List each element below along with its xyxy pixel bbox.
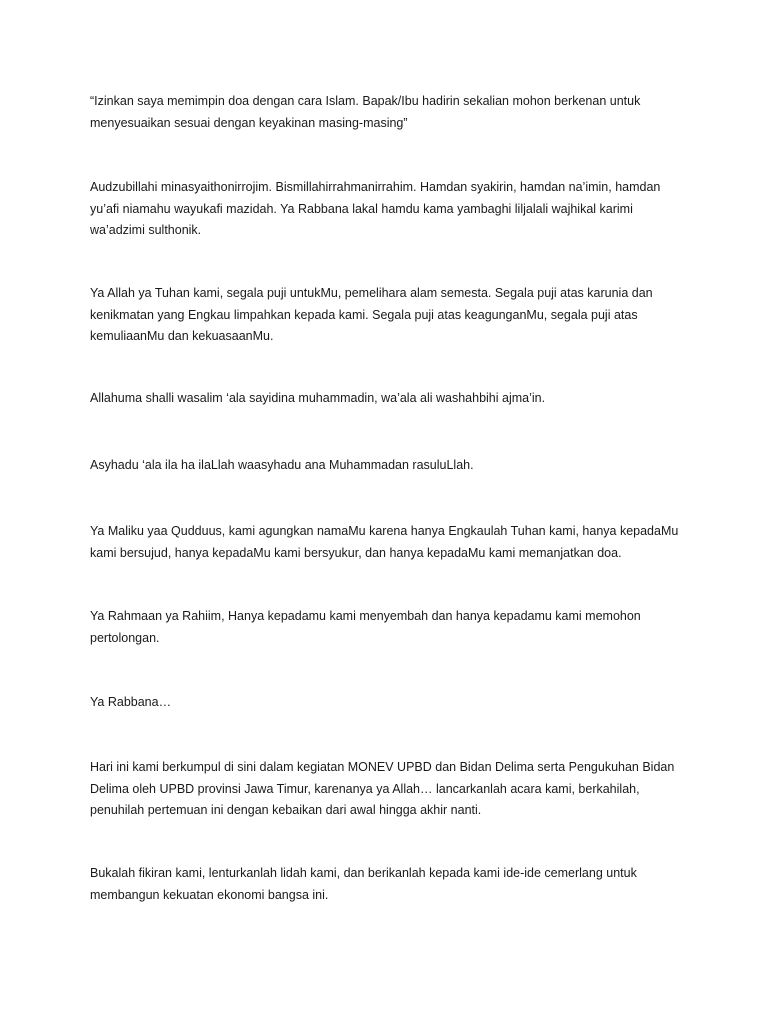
text-line: pertolongan. bbox=[90, 630, 160, 645]
text-line: Ya Maliku yaa Qudduus, kami agungkan namaMu karena hanya Engkaulah Tuhan kami, hanya kepadaMu bbox=[90, 524, 679, 538]
paragraph-taawudz bbox=[90, 177, 690, 242]
text-line: penuhilah pertemuan ini dengan kebaikan dari awal hingga akhir nanti. bbox=[90, 803, 482, 817]
text-line: Ya Rabbana… bbox=[90, 695, 172, 709]
text-line: Delima oleh UPBD provinsi Jawa Timur, karenanya ya Allah… lancarkanlah acara kami, berkahilah, bbox=[90, 781, 640, 796]
paragraph-event bbox=[90, 757, 690, 822]
text-line: “Izinkan saya memimpin doa dengan cara Islam. Bapak/Ibu hadirin sekalian mohon berkenan untuk bbox=[90, 94, 641, 108]
paragraph-praise bbox=[90, 283, 690, 348]
paragraph-opening-request bbox=[90, 91, 690, 134]
paragraph-syahadat bbox=[90, 455, 690, 477]
text-line: membangun kekuatan ekonomi bangsa ini. bbox=[90, 887, 329, 902]
text-line: kenikmatan yang Engkau limpahkan kepada kami. Segala puji atas keagunganMu, segala puji atas bbox=[90, 307, 638, 322]
text-line: Audzubillahi minasyaithonirrojim. Bismillahirrahmanirrahim. Hamdan syakirin, hamdan na’imin, hamdan bbox=[90, 180, 661, 194]
text-line: menyesuaikan sesuai dengan keyakinan masing-masing” bbox=[90, 115, 408, 130]
paragraph-ya-maliku bbox=[90, 521, 690, 564]
paragraph-ya-rabbana bbox=[90, 692, 690, 714]
paragraph-closing-plea bbox=[90, 863, 690, 906]
text-line: Hari ini kami berkumpul di sini dalam kegiatan MONEV UPBD dan Bidan Delima serta Pengukuhan Bidan bbox=[90, 760, 675, 774]
text-line: Ya Rahmaan ya Rahiim, Hanya kepadamu kami menyembah dan hanya kepadamu kami memohon bbox=[90, 609, 641, 623]
text-line: Ya Allah ya Tuhan kami, segala puji untukMu, pemelihara alam semesta. Segala puji atas karunia dan bbox=[90, 286, 653, 300]
paragraph-shalawat bbox=[90, 388, 690, 410]
text-line: kemuliaanMu dan kekuasaanMu. bbox=[90, 329, 274, 343]
text-line: yu’afi niamahu wayukafi mazidah. Ya Rabbana lakal hamdu kama yambaghi liljalali wajhikal karimi bbox=[90, 201, 633, 216]
paragraph-ya-rahmaan bbox=[90, 606, 690, 649]
text-line: Allahuma shalli wasalim ‘ala sayidina muhammadin, wa’ala ali washahbihi ajma’in. bbox=[90, 391, 546, 405]
text-line: Bukalah fikiran kami, lenturkanlah lidah kami, dan berikanlah kepada kami ide-ide cemerlang untuk bbox=[90, 866, 637, 880]
text-line: wa’adzimi sulthonik. bbox=[90, 223, 202, 237]
text-line: kami bersujud, hanya kepadaMu kami bersyukur, dan hanya kepadaMu kami memanjatkan doa. bbox=[90, 545, 622, 560]
text-line: Asyhadu ‘ala ila ha ilaLlah waasyhadu ana Muhammadan rasuluLlah. bbox=[90, 458, 474, 472]
